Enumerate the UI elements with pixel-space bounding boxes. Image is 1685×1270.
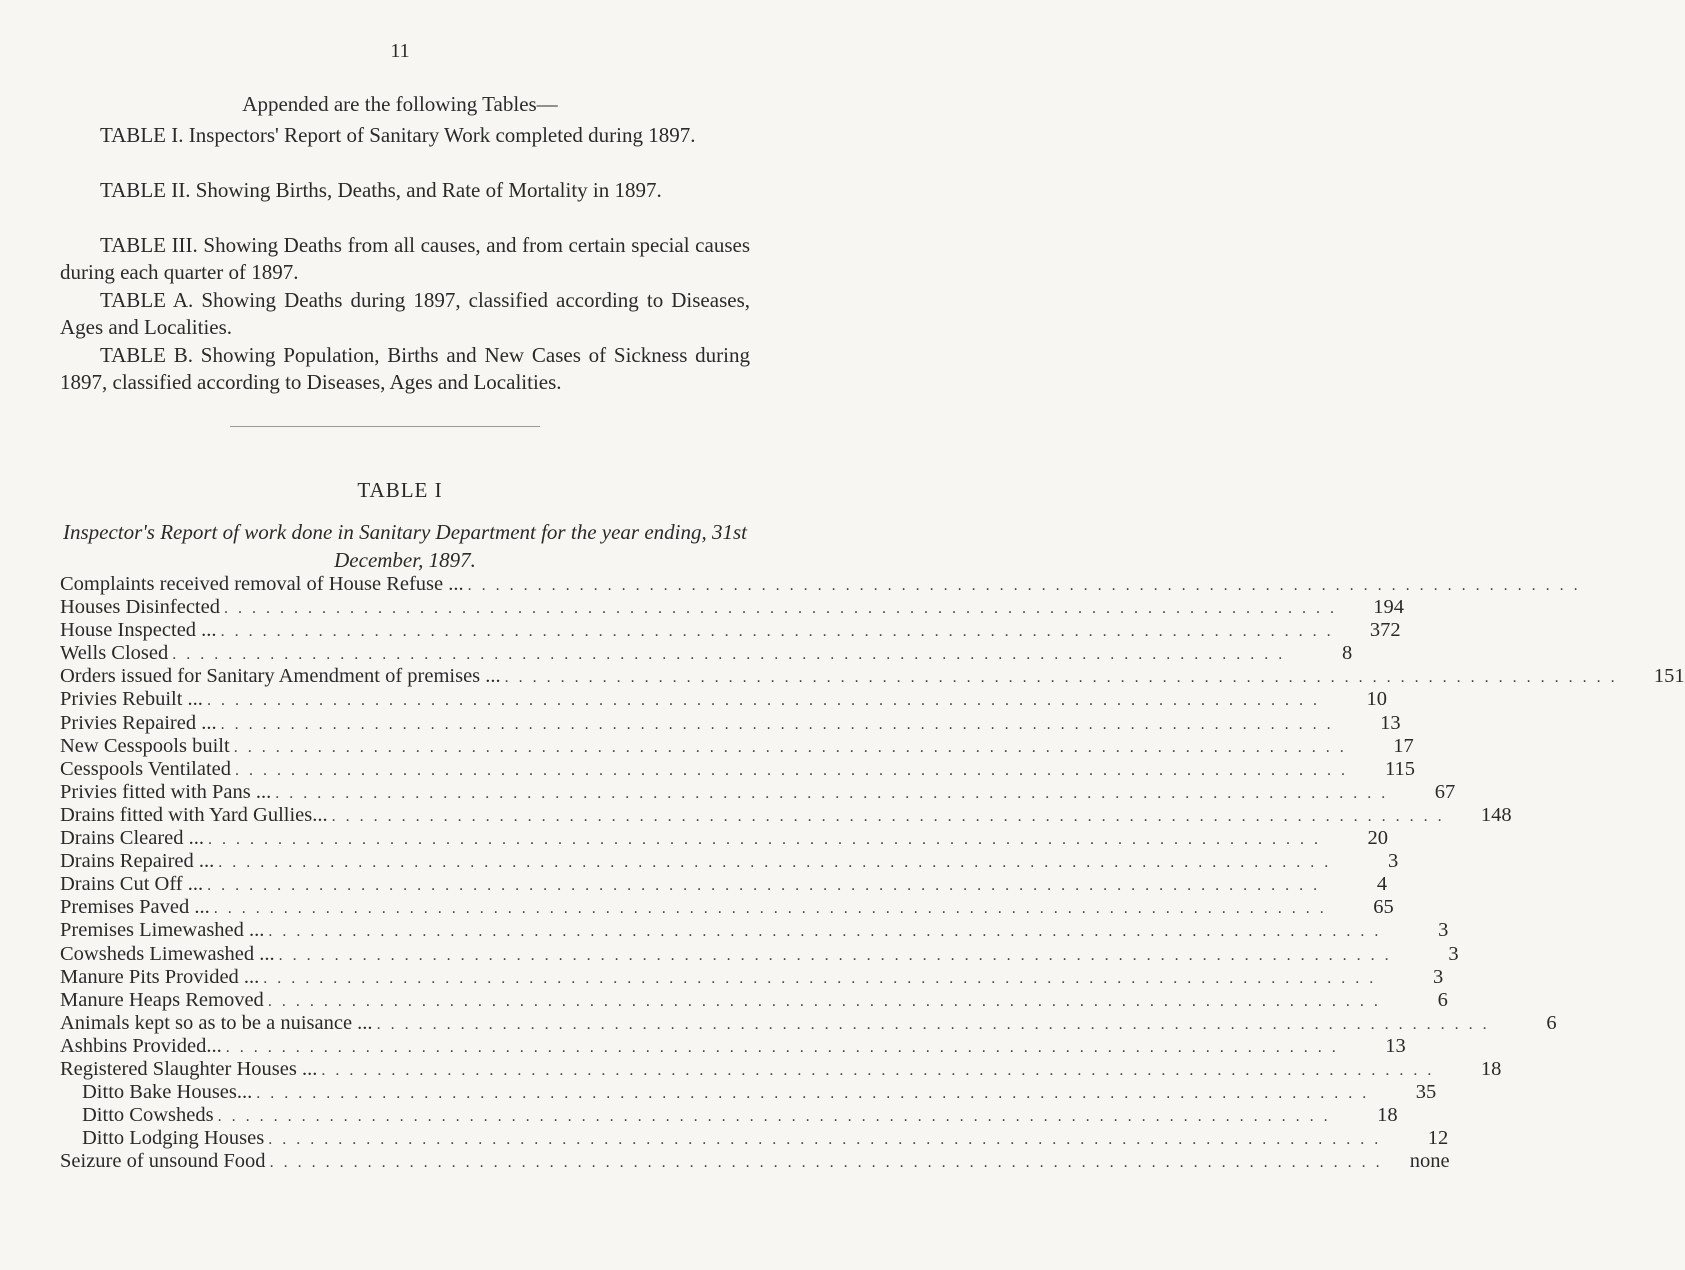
- row-value: 4: [1376, 873, 1388, 896]
- row-value: 115: [1385, 757, 1416, 780]
- row-value: 6: [1437, 988, 1448, 1011]
- row-label: Premises Limewashed ...: [60, 919, 265, 942]
- table-row: [60, 1081, 1437, 1104]
- table-row: [60, 827, 1389, 850]
- row-value: 3: [1448, 942, 1459, 965]
- table-row: [60, 803, 1512, 827]
- table-row: [60, 896, 1394, 919]
- row-value: 194: [1373, 596, 1404, 619]
- table-row: [60, 642, 1353, 665]
- row-value: 17: [1393, 734, 1414, 757]
- dot-leader: ................................................................................: [321, 1061, 1442, 1079]
- table-description: TABLE A. Showing Deaths during 1897, classified according to Diseases, Ages and Localities.: [60, 288, 750, 339]
- row-value: none: [1409, 1150, 1450, 1173]
- row-label: Seizure of unsound Food: [60, 1150, 266, 1173]
- table-row: [60, 1057, 1502, 1081]
- table-row: [60, 711, 1401, 735]
- row-value: 8: [1342, 642, 1353, 665]
- row-label: Manure Pits Provided ...: [60, 965, 260, 988]
- dot-leader: ................................................................................: [331, 807, 1452, 825]
- row-value: 35: [1415, 1081, 1437, 1104]
- row-value: 13: [1385, 1034, 1406, 1057]
- table-row: [60, 1034, 1406, 1058]
- table-row: [60, 988, 1448, 1012]
- table-row: [60, 850, 1399, 873]
- table-row: [60, 1011, 1557, 1035]
- row-label: Ditto Lodging Houses: [82, 1127, 265, 1150]
- row-label: Privies fitted with Pans ...: [60, 780, 272, 803]
- dot-leader: ................................................................................: [268, 1131, 1389, 1149]
- row-value: 13: [1380, 711, 1401, 734]
- dot-leader: ................................................................................: [268, 923, 1389, 941]
- dot-leader: ................................................................................: [220, 715, 1341, 733]
- row-value: 65: [1373, 896, 1394, 919]
- page-number: 11: [390, 40, 410, 62]
- row-label: Drains Cut Off ...: [60, 873, 204, 896]
- table-row: [60, 919, 1449, 942]
- row-value: 20: [1367, 827, 1389, 850]
- table-subtitle: Inspector's Report of work done in Sanitary Department for the year ending, 31st December, 1897.: [63, 520, 747, 572]
- row-label: Registered Slaughter Houses ...: [60, 1057, 318, 1080]
- row-label: Complaints received removal of House Refuse ...: [60, 573, 464, 595]
- dot-leader: ................................................................................: [278, 946, 1399, 964]
- dot-leader: ................................................................................: [218, 854, 1339, 872]
- row-value: 12: [1427, 1127, 1449, 1150]
- dot-leader: ................................................................................: [233, 738, 1354, 756]
- table-row: [60, 665, 1685, 688]
- table-row: [60, 1104, 1398, 1127]
- table-title: TABLE I: [357, 478, 443, 502]
- table-row: [60, 734, 1414, 758]
- dot-leader: ................................................................................: [172, 646, 1293, 664]
- row-label: Cesspools Ventilated: [60, 757, 232, 780]
- table-description: TABLE B. Showing Population, Births and New Cases of Sickness during 1897, classified according to Diseases, Ages and Localities.: [60, 343, 750, 394]
- dot-leader: ................................................................................: [217, 1108, 1338, 1126]
- row-label: Cowsheds Limewashed ...: [60, 942, 275, 965]
- row-label: Houses Disinfected: [60, 596, 220, 619]
- table-row: [60, 942, 1459, 966]
- table-row: [60, 965, 1444, 989]
- row-label: Drains Cleared ...: [60, 827, 205, 850]
- dot-leader: ................................................................................: [225, 1038, 1346, 1056]
- table-row: [60, 688, 1387, 711]
- row-label: Privies Repaired ...: [60, 711, 217, 734]
- row-label: Drains Repaired ...: [60, 850, 215, 873]
- table-row: [60, 1150, 1450, 1173]
- intro-line: Appended are the following Tables—: [242, 92, 558, 116]
- dot-leader: ................................................................................: [223, 600, 1344, 618]
- table-row: [60, 873, 1388, 896]
- dot-leader: ................................................................................: [263, 969, 1384, 987]
- dot-leader: ................................................................................: [275, 784, 1396, 802]
- row-label: Animals kept so as to be a nuisance ...: [60, 1011, 373, 1034]
- table-description: TABLE II. Showing Births, Deaths, and Rate of Mortality in 1897.: [100, 178, 662, 202]
- row-label: Ditto Cowsheds: [82, 1104, 214, 1127]
- table-row: [60, 596, 1404, 619]
- dot-leader: ................................................................................: [504, 669, 1625, 687]
- row-label: New Cesspools built: [60, 734, 230, 757]
- row-label: Wells Closed: [60, 642, 169, 665]
- row-value: 148: [1480, 803, 1512, 826]
- dot-leader: ................................................................................: [467, 577, 1588, 594]
- table-description: TABLE III. Showing Deaths from all causes, and from certain special causes during each quarter of 1897.: [60, 233, 750, 284]
- row-label: Ditto Bake Houses...: [82, 1081, 253, 1104]
- work-items-list: [60, 573, 1685, 1173]
- row-label: Privies Rebuilt ...: [60, 688, 203, 711]
- row-label: Orders issued for Sanitary Amendment of premises ...: [60, 665, 501, 688]
- row-label: House Inspected ...: [60, 619, 217, 642]
- row-value: 151: [1653, 665, 1685, 688]
- row-label: Ashbins Provided...: [60, 1034, 222, 1057]
- table-row: [60, 573, 1588, 596]
- row-label: Drains fitted with Yard Gullies...: [60, 803, 328, 826]
- dot-leader: ................................................................................: [269, 1154, 1390, 1172]
- row-value: 6: [1546, 1011, 1557, 1034]
- row-label: Premises Paved ...: [60, 896, 210, 919]
- divider: [230, 426, 540, 427]
- row-value: 67: [1434, 780, 1456, 803]
- table-description: TABLE I. Inspectors' Report of Sanitary Work completed during 1897.: [100, 123, 696, 147]
- table-row: [60, 1127, 1449, 1150]
- dot-leader: ................................................................................: [220, 623, 1341, 641]
- dot-leader: ................................................................................: [208, 831, 1329, 849]
- table-row: [60, 619, 1401, 642]
- dot-leader: ................................................................................: [213, 900, 1334, 918]
- dot-leader: ................................................................................: [206, 692, 1327, 710]
- row-value: 18: [1480, 1057, 1502, 1080]
- table-row: [60, 780, 1456, 804]
- row-value: 18: [1377, 1104, 1398, 1127]
- dot-leader: ................................................................................: [267, 992, 1388, 1010]
- dot-leader: ................................................................................: [376, 1015, 1497, 1033]
- row-value: 3: [1388, 850, 1399, 873]
- row-label: Manure Heaps Removed: [60, 988, 264, 1011]
- dot-leader: ................................................................................: [235, 761, 1356, 779]
- dot-leader: ................................................................................: [207, 877, 1328, 895]
- row-value: 10: [1366, 688, 1387, 711]
- table-row: [60, 757, 1416, 781]
- dot-leader: ................................................................................: [256, 1085, 1377, 1103]
- row-value: 372: [1369, 619, 1401, 642]
- row-value: 3: [1433, 965, 1444, 988]
- row-value: 3: [1438, 919, 1449, 942]
